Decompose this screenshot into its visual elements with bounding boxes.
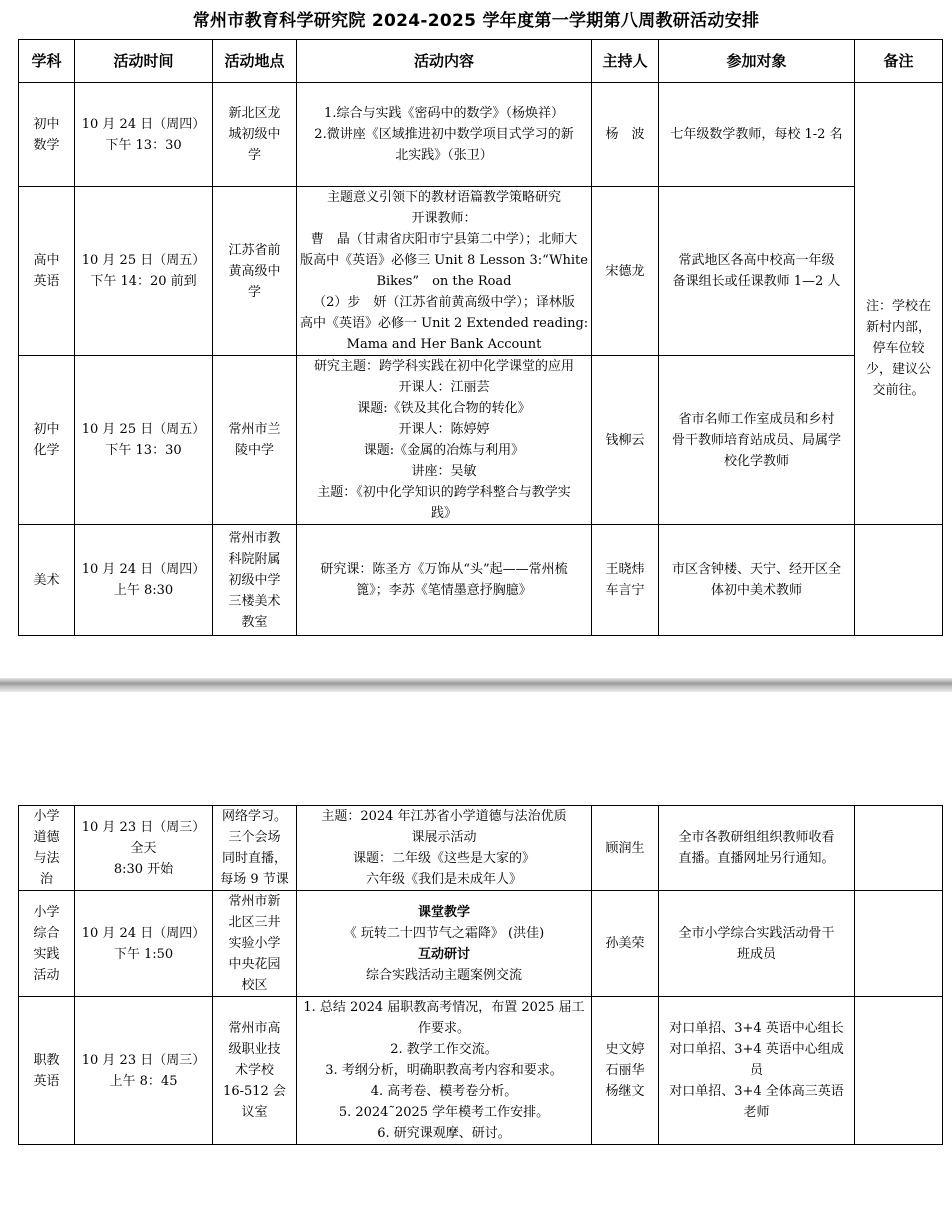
text-line: 10 月 24 日（周四） [81,116,206,132]
text-line: 老师 [743,1105,770,1120]
text-line: 研究课：陈圣方《万饰从“头”起——常州梳 [320,562,568,577]
cell-remark [855,997,943,1145]
text-line: 陵中学 [234,443,274,458]
text-line: 道德 [33,830,60,845]
cell-place [213,891,297,997]
cell-subject [19,891,75,997]
text-line: 初中 [33,116,60,132]
table-row [19,806,943,891]
page-2 [0,692,952,1219]
header-place: 活动地点 [213,40,297,83]
text-line: 主题：《初中化学知识的跨学科整合与教学实 [317,485,571,500]
cell-participants [659,525,855,636]
cell-place [213,83,297,187]
text-line: 数学 [33,137,60,153]
header-remark: 备注 [855,40,943,83]
content-line: 《 玩转二十四节气之霜降》 (洪佳) [343,925,545,941]
cell-place [213,806,297,891]
text-line: 史文婷 [605,1042,645,1057]
cell-time [75,83,213,187]
cell-content [297,806,592,891]
text-line: 学 [247,148,261,163]
text-line: 英语 [33,274,60,289]
text-line: 曹 晶（甘肃省庆阳市宁县第二中学）；北师大 [310,232,578,247]
cell-remark-merged [855,83,943,525]
cell-participants [659,891,855,997]
cell-content [297,356,592,525]
text-line: 直播。直播网址另行通知。 [678,851,835,866]
text-line: 活动 [33,967,60,983]
text-line: 主题意义引领下的教材语篇教学策略研究 [326,190,561,205]
text-line: 江苏省前 [228,242,281,258]
cell-participants [659,187,855,356]
text-line: 2.微讲座《区域推进初中数学项目式学习的新 [314,127,574,142]
text-line: 六年级《我们是未成年人》 [365,872,522,887]
cell-participants [659,83,855,187]
text-line: 开课人：陈婷婷 [398,422,490,437]
cell-time [75,525,213,636]
text-line: 开课教师： [411,211,477,226]
text-line: 石丽华 [605,1063,645,1078]
text-line: 注：学校在 [865,299,931,314]
text-line: 实验小学 [228,936,281,951]
text-line: 教室 [241,614,268,630]
text-line: 高中 [33,253,60,268]
text-line: 下午 14：20 前到 [90,274,197,289]
text-line: 钱柳云 [605,432,645,448]
text-line: 实践 [33,946,60,962]
table-row [19,997,943,1145]
text-line: 小学 [33,809,60,824]
text-line: 研究主题：跨学科实践在初中化学课堂的应用 [313,359,574,374]
content-heading-classroom: 课堂教学 [417,904,470,920]
text-line: 下午 1:50 [113,946,174,962]
text-line: 杨继文 [605,1084,645,1099]
text-line: 10 月 23 日（周三） [81,819,206,835]
text-line: 2. 教学工作交流。 [390,1042,498,1057]
cell-host [592,356,659,525]
text-line: 三个会场 [228,830,281,845]
cell-time [75,187,213,356]
cell-host [592,83,659,187]
text-line: 杨 波 [605,127,645,142]
cell-remark [855,806,943,891]
document-title: 常州市教育科学研究院 2024-2025 学年度第一学期第八周教研活动安排 [192,11,760,31]
text-line: 校区 [241,978,268,993]
text-line: Bikes” on the Road [376,274,512,289]
cell-subject [19,187,75,356]
text-line: 学 [247,284,261,300]
text-line: 员 [749,1063,763,1078]
cell-subject [19,997,75,1145]
text-line: 中央花园 [228,957,281,972]
cell-time [75,806,213,891]
text-line: （2）步 妍（江苏省前黄高级中学）；译林版 [313,295,575,310]
cell-time [75,356,213,525]
text-line: 北区三井 [228,915,281,930]
text-line: 初中 [33,422,60,437]
text-line: 8:30 开始 [113,861,174,877]
text-line: 交前往。 [872,383,925,398]
text-line: 与法 [33,851,60,866]
text-line: 城初级中 [228,127,281,142]
text-line: 4. 高考卷、模考卷分析。 [370,1084,518,1099]
table-row [19,525,943,636]
text-line: 北实践》（张卫） [395,148,493,163]
table-row [19,83,943,187]
text-line: 新北区龙 [228,106,281,121]
text-line: 3. 考纲分析，明确职教高考内容和要求。 [325,1063,563,1078]
text-line: 作要求。 [417,1021,470,1036]
text-line: 班成员 [736,946,776,962]
text-line: 全市小学综合实践活动骨干 [678,925,835,941]
text-line: 主题：2024 年江苏省小学道德与法治优质 [321,809,567,824]
text-line: 初级中学 [228,572,281,588]
text-line: 16-512 会 [223,1084,286,1099]
cell-place [213,187,297,356]
text-line: 职教 [33,1052,60,1068]
text-line: 10 月 23 日（周三） [81,1052,206,1068]
text-line: 全天 [130,840,157,856]
text-line: 对口单招、3+4 英语中心组长 [669,1021,844,1036]
text-line: 车言宁 [605,583,645,598]
text-line: 体初中美术教师 [710,583,802,598]
cell-content [297,187,592,356]
table-row [19,891,943,997]
text-line: 常武地区各高中校高一年级 [678,253,835,268]
cell-remark [855,891,943,997]
cell-content [297,997,592,1145]
text-line: 1.综合与实践《密码中的数学》（杨焕祥） [324,106,564,121]
content-line: 综合实践活动主题案例交流 [365,967,522,983]
text-line: 级职业技 [228,1042,281,1057]
cell-participants [659,806,855,891]
text-line: 术学校 [234,1063,274,1078]
text-line: 停车位较 [872,341,925,356]
text-line: 讲座：吴敏 [411,464,477,479]
text-line: 省市名师工作室成员和乡村 [678,411,835,427]
cell-host [592,187,659,356]
text-line: 常州市新 [228,894,281,909]
text-line: 网络学习。 [221,809,287,824]
text-line: 三楼美术 [228,593,281,609]
header-row [19,40,943,83]
text-line: 上午 8:30 [113,583,174,598]
text-line: 常州市兰 [228,422,281,437]
cell-time [75,997,213,1145]
cell-subject [19,806,75,891]
text-line: 同时直播， [221,851,287,866]
text-line: 黄高级中 [228,263,281,279]
text-line: 对口单招、3+4 英语中心组成 [669,1042,844,1057]
text-line: 备课组长或任课教师 1—2 人 [672,274,841,289]
text-line: 5. 2024˜2025 学年模考工作安排。 [338,1105,550,1120]
text-line: 10 月 25 日（周五） [81,422,206,437]
text-line: 小学 [33,904,60,920]
cell-content [297,891,592,997]
text-line: 6. 研究课观摩、研讨。 [377,1126,511,1141]
text-line: 10 月 24 日（周四） [81,925,206,941]
cell-content [297,83,592,187]
text-line: 孙美荣 [605,936,645,951]
table-row [19,187,943,356]
text-line: 全市各教研组组织教师收看 [678,830,835,845]
text-line: 1. 总结 2024 届职教高考情况，布置 2025 届工 [303,1000,585,1015]
header-subject: 学科 [19,40,75,83]
cell-remark [855,525,943,636]
cell-participants [659,356,855,525]
text-line: Mama and Her Bank Account [346,337,542,352]
text-line: 版高中《英语》必修三 Unit 8 Lesson 3:“White [300,253,588,268]
text-line: 每场 9 节课 [220,872,289,887]
cell-subject [19,356,75,525]
text-line: 美术 [33,572,60,588]
text-line: 顾润生 [605,840,645,856]
header-time: 活动时间 [75,40,213,83]
text-line: 骨干教师培育站成员、局属学 [671,432,841,448]
text-line: 课展示活动 [411,830,477,845]
cell-host [592,891,659,997]
text-line: 下午 13：30 [105,443,182,458]
header-participants: 参加对象 [659,40,855,83]
text-line: 常州市高 [228,1021,281,1036]
text-line: 议室 [241,1105,268,1120]
header-content: 活动内容 [297,40,592,83]
text-line: 校化学教师 [723,453,789,469]
text-line: 10 月 24 日（周四） [81,562,206,577]
header-host: 主持人 [592,40,659,83]
content-heading-discussion: 互动研讨 [417,946,470,962]
text-line: 高中《英语》必修一 Unit 2 Extended reading: [300,316,589,331]
text-line: 篦》；李苏《笔情墨意抒胸臆》 [356,583,532,598]
cell-time [75,891,213,997]
text-line: 市区含钟楼、天宁、经开区全 [671,562,841,577]
text-line: 综合 [33,925,60,941]
text-line: 七年级数学教师，每校 1-2 名 [670,127,843,142]
text-line: 新村内部， [865,320,931,335]
text-line: 少，建议公 [865,362,931,377]
text-line: 化学 [33,443,60,458]
text-line: 践》 [430,506,457,521]
cell-host [592,806,659,891]
cell-host [592,525,659,636]
text-line: 课题:《金属的冶炼与利用》 [363,443,525,458]
cell-participants [659,997,855,1145]
text-line: 课题：二年级《这些是大家的》 [352,851,535,866]
text-line: 英语 [33,1073,60,1089]
table-row [19,356,943,525]
page-separator [0,678,952,692]
cell-place [213,356,297,525]
cell-content [297,525,592,636]
text-line: 治 [39,872,53,887]
cell-place [213,525,297,636]
text-line: 下午 13：30 [105,137,182,153]
cell-place [213,997,297,1145]
text-line: 上午 8：45 [109,1073,178,1089]
text-line: 开课人：江丽芸 [398,380,490,395]
text-line: 王晓炜 [605,562,645,577]
cell-subject [19,525,75,636]
text-line: 10 月 25 日（周五） [81,253,206,268]
text-line: 常州市教 [228,530,281,546]
text-line: 课题:《铁及其化合物的转化》 [357,401,531,416]
text-line: 宋德龙 [605,263,645,279]
text-line: 对口单招、3+4 全体高三英语 [669,1084,844,1099]
schedule-table-page-2 [18,805,943,1145]
text-line: 科院附属 [228,551,281,567]
cell-host [592,997,659,1145]
schedule-table-page-1 [18,39,943,636]
cell-subject [19,83,75,187]
